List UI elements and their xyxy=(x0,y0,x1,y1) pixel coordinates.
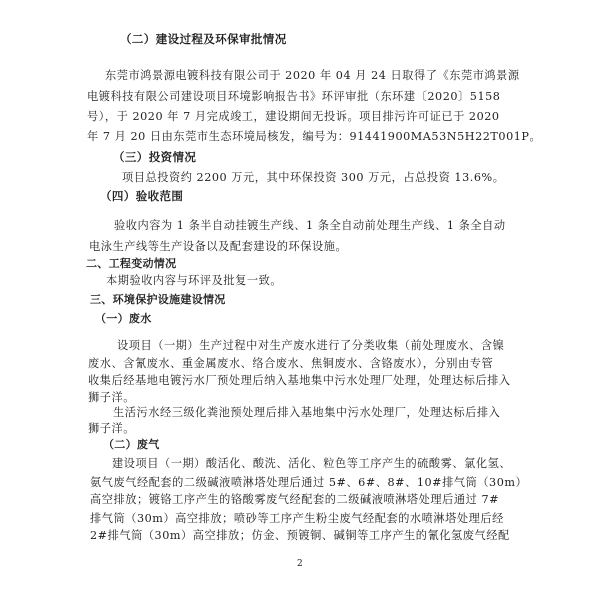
paragraph-line: 本期验收内容与环评及批复一致。 xyxy=(106,274,283,287)
section-heading-acceptance-scope: （四）验收范围 xyxy=(100,189,184,203)
paragraph-line: 氨气废气经配套的二级碱液喷淋塔处理后通过 5#、6#、8#、10#排气筒（30m） xyxy=(90,476,528,489)
section-heading-investment: （三）投资情况 xyxy=(113,150,197,164)
section-heading-engineering-changes: 二、工程变动情况 xyxy=(86,257,177,270)
paragraph-line: 高空排放；镀铬工序产生的铬酸雾废气经配套的二级碱液喷淋塔处理后通过 7# xyxy=(90,493,500,506)
paragraph-line: 验收内容为 1 条半自动挂镀生产线、1 条全自动前处理生产线、1 条全自动 xyxy=(114,219,506,232)
paragraph-line: 建设项目（一期）酸活化、酸洗、活化、粒色等工序产生的硫酸雾、氯化氢、 xyxy=(112,457,512,470)
paragraph-line: 狮子洋。 xyxy=(88,391,135,404)
paragraph-line: 排气筒（30m）高空排放；喷砂等工序产生粉尘废气经配套的水喷淋塔处理后经 xyxy=(90,512,504,525)
subsection-heading-waste-gas: （二）废气 xyxy=(103,438,160,451)
paragraph-line: 号），于 2020 年 7 月完成竣工，建设期间无投诉。项目排污许可证已于 2020 xyxy=(87,110,500,123)
page-number: 2 xyxy=(297,559,303,569)
subsection-heading-wastewater: （一）废水 xyxy=(95,312,152,325)
paragraph-line: 收集后经基地电镀污水厂预处理后纳入基地集中污水处理厂处理，处理达标后排入 xyxy=(88,374,511,387)
section-heading-construction-approval: （二）建设过程及环保审批情况 xyxy=(120,32,287,46)
paragraph-line: 2#排气筒（30m）高空排放；仿金、预镀铜、碱铜等工序产生的氰化氢废气经配 xyxy=(90,529,510,542)
paragraph-line: 生活污水经三级化粪池预处理后排入基地集中污水处理厂，处理达标后排入 xyxy=(113,406,501,419)
paragraph-line: 年 7 月 20 日由东莞市生态环境局核发，编号为：91441900MA53N5H22T001P。 xyxy=(87,130,542,143)
paragraph-line: 废水、含氰废水、重金属废水、络合废水、焦铜废水、含铬废水），分别由专管 xyxy=(88,357,494,370)
section-heading-environmental-facilities: 三、环境保护设施建设情况 xyxy=(90,293,226,306)
paragraph-line: 电泳生产线等生产设备以及配套建设的环保设施。 xyxy=(89,240,348,253)
paragraph-line: 电镀科技有限公司建设项目环境影响报告书》环评审批（东环建〔2020〕5158 xyxy=(87,90,501,103)
paragraph-line: 项目总投资约 2200 万元，其中环保投资 300 万元，占总投资 13.6%。 xyxy=(122,171,505,184)
paragraph-line: 狮子洋。 xyxy=(88,422,135,435)
paragraph-line: 东莞市鸿景源电镀科技有限公司于 2020 年 04 月 24 日取得了《东莞市鸿景源 xyxy=(105,69,520,82)
paragraph-line: 设项目（一期）生产过程中对生产废水进行了分类收集（前处理废水、含镍 xyxy=(117,339,505,352)
